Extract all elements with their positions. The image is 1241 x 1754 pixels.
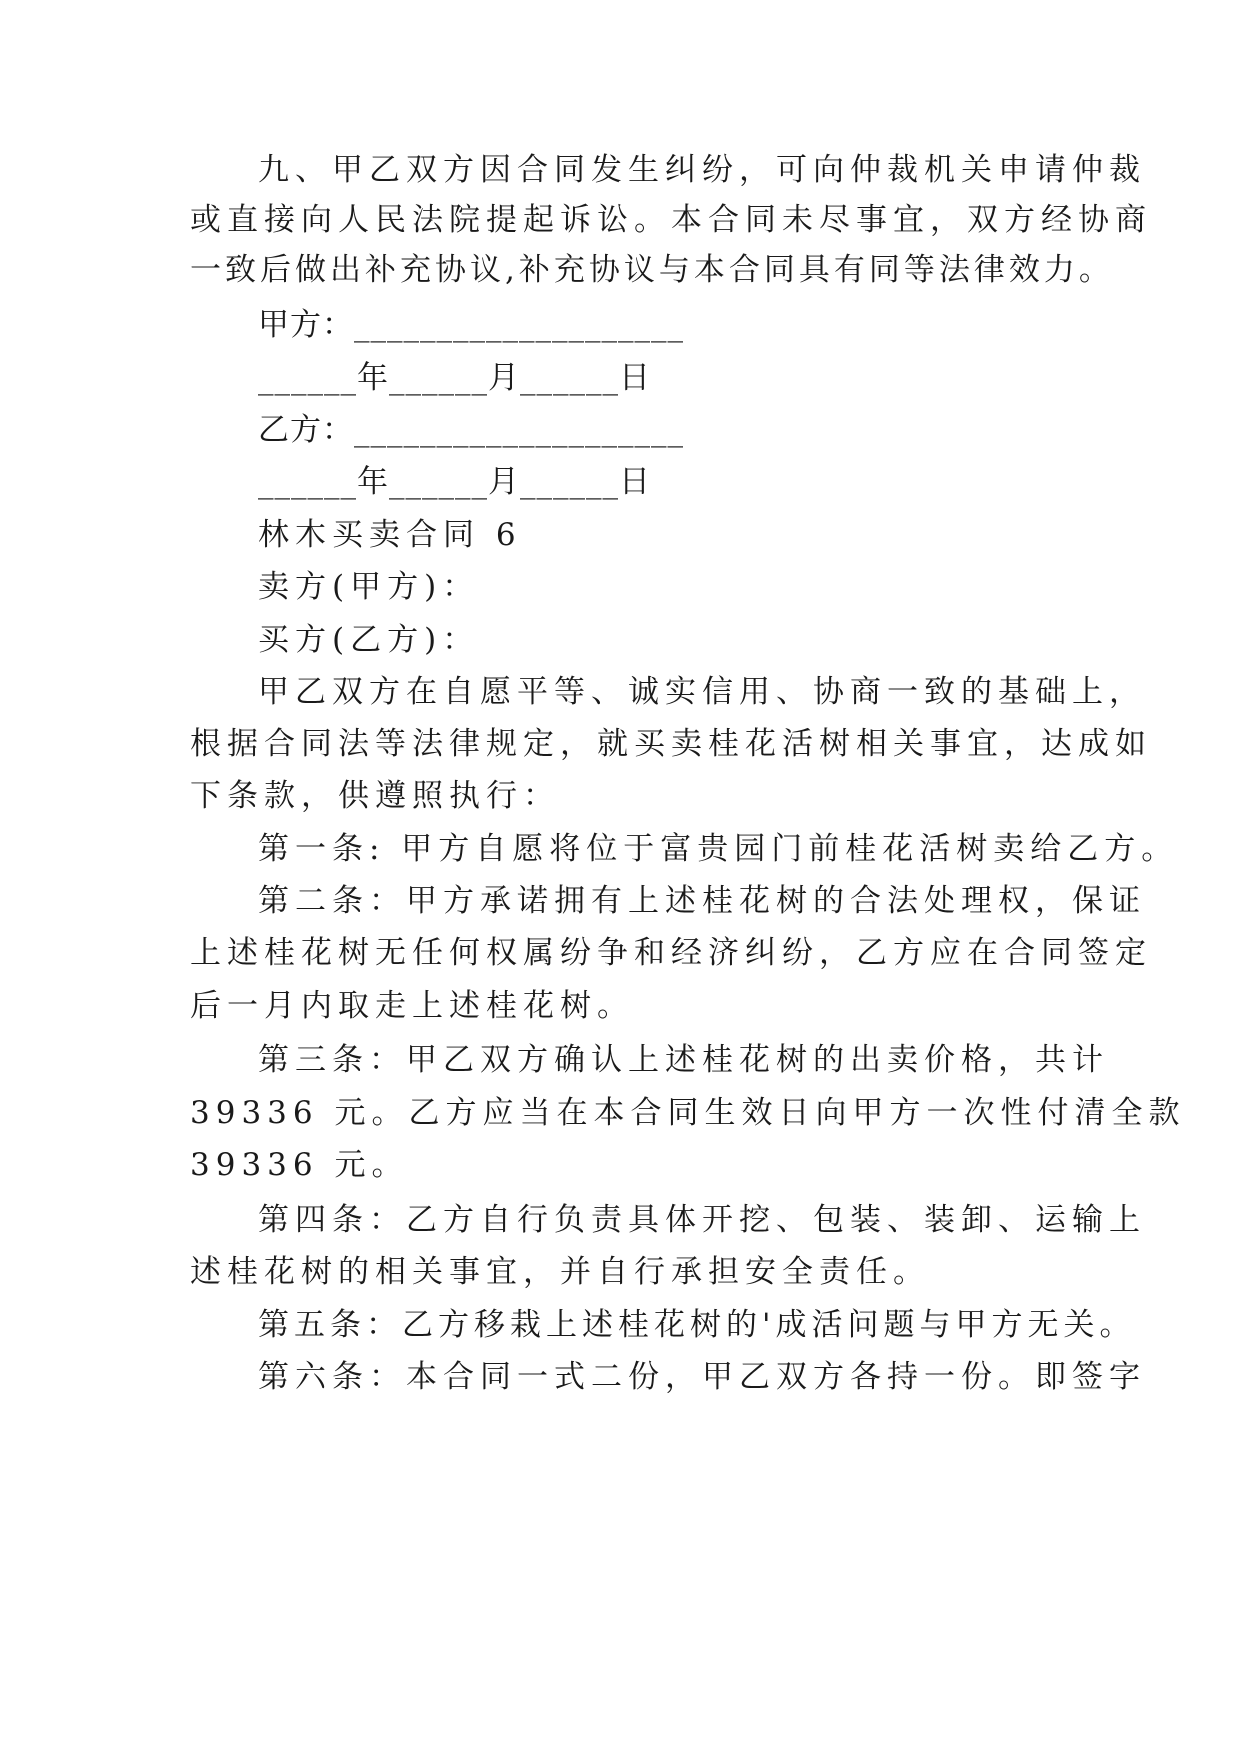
article-6-start: 第六条：本合同一式二份，甲乙双方各持一份。即签字 bbox=[258, 1359, 1146, 1395]
article-2-line-1: 第二条：甲方承诺拥有上述桂花树的合法处理权，保证 bbox=[258, 883, 1146, 919]
clause-9-line-2: 或直接向人民法院提起诉讼。本合同未尽事宜，双方经协商 bbox=[190, 202, 1152, 238]
preamble-line-3: 下条款，供遵照执行： bbox=[190, 778, 560, 814]
article-1: 第一条: 甲方自愿将位于富贵园门前桂花活树卖给乙方。 bbox=[258, 831, 1179, 867]
article-3-line-1: 第三条：甲乙双方确认上述桂花树的出卖价格，共计 bbox=[258, 1042, 1109, 1078]
buyer-label: 买方(乙方)： bbox=[258, 622, 480, 658]
article-2-line-2: 上述桂花树无任何权属纷争和经济纠纷，乙方应在合同签定 bbox=[190, 935, 1152, 971]
article-4-line-1: 第四条：乙方自行负责具体开挖、包装、装卸、运输上 bbox=[258, 1202, 1146, 1238]
preamble-line-1: 甲乙双方在自愿平等、诚实信用、协商一致的基础上， bbox=[258, 674, 1146, 710]
sign-party-a: 甲方：____________________ bbox=[258, 307, 684, 343]
contract-title: 林木买卖合同 6 bbox=[258, 517, 522, 553]
sign-date-a: ______年______月______日 bbox=[258, 360, 651, 396]
sign-party-b: 乙方：____________________ bbox=[258, 412, 684, 448]
sign-date-b: ______年______月______日 bbox=[258, 464, 651, 500]
seller-label: 卖方(甲方)： bbox=[258, 569, 480, 605]
preamble-line-2: 根据合同法等法律规定，就买卖桂花活树相关事宜，达成如 bbox=[190, 726, 1152, 762]
article-4-line-2: 述桂花树的相关事宜，并自行承担安全责任。 bbox=[190, 1254, 930, 1290]
article-3-line-2: 39336 元。乙方应当在本合同生效日向甲方一次性付清全款 bbox=[190, 1095, 1186, 1131]
article-5: 第五条：乙方移栽上述桂花树的'成活问题与甲方无关。 bbox=[258, 1307, 1136, 1343]
clause-9-line-1: 九、甲乙双方因合同发生纠纷，可向仲裁机关申请仲裁 bbox=[258, 152, 1146, 188]
article-2-line-3: 后一月内取走上述桂花树。 bbox=[190, 988, 634, 1024]
article-3-line-3: 39336 元。 bbox=[190, 1147, 409, 1183]
clause-9-line-3: 一致后做出补充协议,补充协议与本合同具有同等法律效力。 bbox=[190, 252, 1114, 288]
